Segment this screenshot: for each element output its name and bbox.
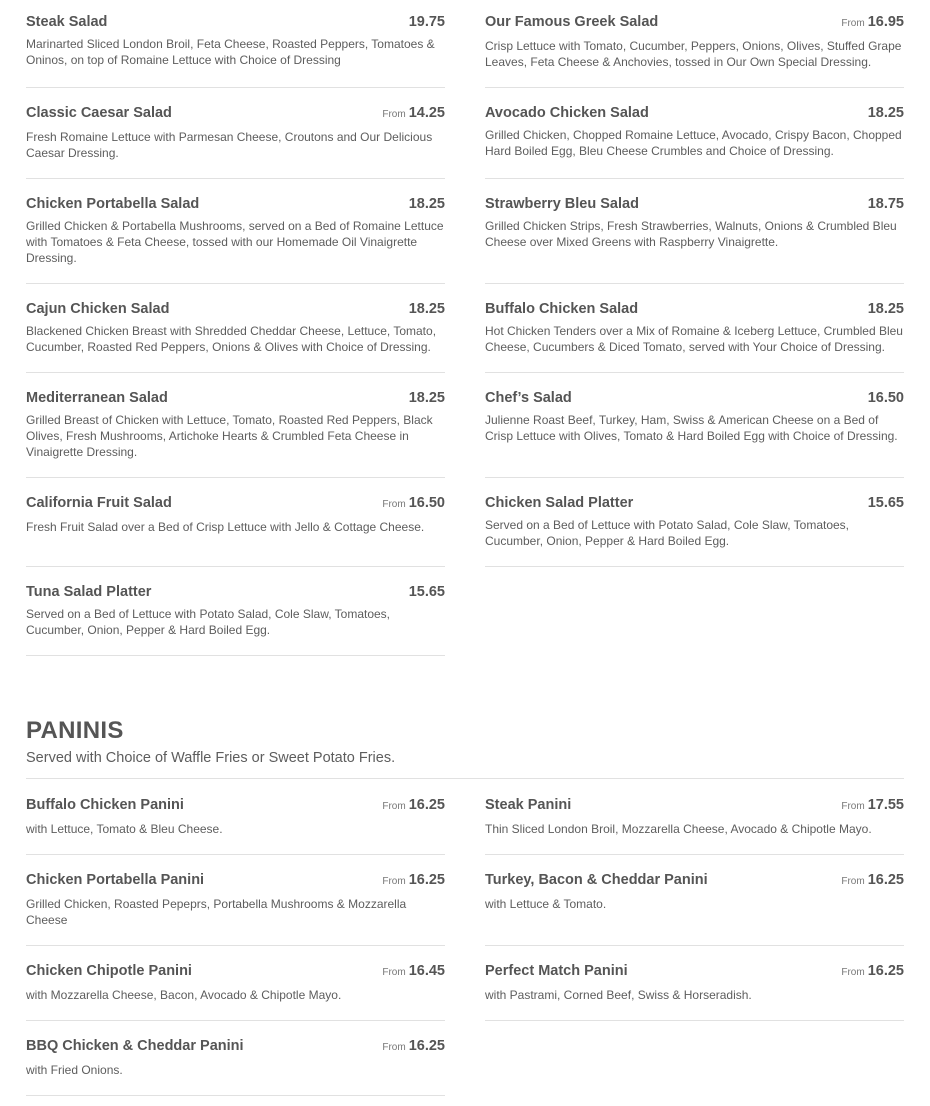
item-description: Grilled Chicken, Chopped Romaine Lettuce, Avocado, Crispy Bacon, Chopped Hard Boiled Egg, Bleu Cheese Crumbles and Choice of Dressing. <box>485 128 902 158</box>
from-label: From <box>382 967 406 978</box>
menu-item[interactable] <box>485 495 904 567</box>
menu-item[interactable] <box>26 584 445 656</box>
item-price: 16.50 <box>408 495 445 511</box>
menu-item[interactable] <box>485 963 904 1021</box>
item-price: 18.25 <box>867 105 904 121</box>
item-description: Served on a Bed of Lettuce with Potato Salad, Cole Slaw, Tomatoes, Cucumber, Onion, Pepper & Hard Boiled Egg. <box>26 607 391 637</box>
item-price: 16.25 <box>408 797 445 813</box>
menu-item[interactable] <box>485 797 904 855</box>
item-price: 16.45 <box>408 963 445 979</box>
menu-item[interactable] <box>485 196 904 284</box>
section-title: PANINIS <box>26 717 124 744</box>
item-name: Classic Caesar Salad <box>26 105 172 121</box>
menu-item[interactable] <box>485 301 904 373</box>
from-label: From <box>841 801 865 812</box>
item-name: Avocado Chicken Salad <box>485 105 649 121</box>
item-name: Chicken Salad Platter <box>485 495 634 511</box>
item-name: Perfect Match Panini <box>485 963 628 979</box>
item-description: Grilled Chicken Strips, Fresh Strawberries, Walnuts, Onions & Crumbled Bleu Cheese over Mixed Greens with Raspberry Vinaigrette. <box>485 219 897 249</box>
item-description: with Fried Onions. <box>26 1063 123 1077</box>
item-price: 18.25 <box>408 196 445 212</box>
from-label: From <box>382 1042 406 1053</box>
item-price: 16.50 <box>867 390 904 406</box>
from-label: From <box>841 876 865 887</box>
item-price: 16.95 <box>867 14 904 30</box>
item-description: Fresh Fruit Salad over a Bed of Crisp Lettuce with Jello & Cottage Cheese. <box>26 520 425 534</box>
menu-item[interactable] <box>26 963 445 1021</box>
menu-item[interactable] <box>485 872 904 946</box>
item-name: Chicken Portabella Salad <box>26 196 200 212</box>
item-description: Julienne Roast Beef, Turkey, Ham, Swiss & American Cheese on a Bed of Crisp Lettuce with Olives, Tomato & Hard Boiled Egg with Choice of Dressing. <box>485 413 898 443</box>
item-name: Our Famous Greek Salad <box>485 14 659 30</box>
item-price-wrap <box>382 872 445 890</box>
item-description: Grilled Chicken, Roasted Pepeprs, Portabella Mushrooms & Mozzarella Cheese <box>26 897 407 927</box>
menu-item[interactable] <box>26 872 445 946</box>
item-description: Fresh Romaine Lettuce with Parmesan Cheese, Croutons and Our Delicious Caesar Dressing. <box>26 130 433 160</box>
from-label: From <box>382 801 406 812</box>
menu-item[interactable] <box>26 196 445 284</box>
item-name: Chicken Chipotle Panini <box>26 963 192 979</box>
item-name: Chicken Portabella Panini <box>26 872 205 888</box>
item-price: 15.65 <box>408 584 445 600</box>
from-label: From <box>382 499 406 510</box>
item-name: Tuna Salad Platter <box>26 584 152 600</box>
item-price-wrap <box>382 963 445 981</box>
item-price-wrap <box>841 872 904 890</box>
item-price: 17.55 <box>867 797 904 813</box>
item-description: with Mozzarella Cheese, Bacon, Avocado & Chipotle Mayo. <box>26 988 342 1002</box>
item-name: California Fruit Salad <box>26 495 172 511</box>
menu-item[interactable] <box>26 105 445 179</box>
item-price: 16.25 <box>867 872 904 888</box>
menu-item[interactable] <box>26 14 445 88</box>
item-price: 16.25 <box>408 872 445 888</box>
item-description: with Lettuce, Tomato & Bleu Cheese. <box>26 822 223 836</box>
item-description: Crisp Lettuce with Tomato, Cucumber, Peppers, Onions, Olives, Stuffed Grape Leaves, Feta Cheese & Anchovies, tossed in Our Own Special Dressing. <box>485 39 902 69</box>
menu-item[interactable] <box>485 390 904 478</box>
item-description: Hot Chicken Tenders over a Mix of Romaine & Iceberg Lettuce, Crumbled Bleu Cheese, Cucumbers & Diced Tomato, served with Your Choice of Dressing. <box>485 324 903 354</box>
item-price-wrap <box>382 797 445 815</box>
menu-item[interactable] <box>26 301 445 373</box>
item-name: Turkey, Bacon & Cheddar Panini <box>485 872 708 888</box>
menu-item[interactable] <box>485 14 904 88</box>
item-description: Marinarted Sliced London Broil, Feta Cheese, Roasted Peppers, Tomatoes & Oninos, on top of Romaine Lettuce with Choice of Dressing <box>26 37 435 67</box>
item-name: Strawberry Bleu Salad <box>485 196 639 212</box>
item-price: 16.25 <box>867 963 904 979</box>
section-subtitle: Served with Choice of Waffle Fries or Sweet Potato Fries. <box>26 750 396 766</box>
item-name: Buffalo Chicken Panini <box>26 797 184 813</box>
item-price-wrap <box>841 797 904 815</box>
item-price-wrap <box>841 963 904 981</box>
item-description: Thin Sliced London Broil, Mozzarella Cheese, Avocado & Chipotle Mayo. <box>485 822 872 836</box>
item-price: 14.25 <box>408 105 445 121</box>
item-price-wrap <box>382 105 445 123</box>
item-name: BBQ Chicken & Cheddar Panini <box>26 1038 244 1054</box>
item-description: with Pastrami, Corned Beef, Swiss & Horseradish. <box>485 988 752 1002</box>
item-price: 18.25 <box>408 390 445 406</box>
from-label: From <box>382 876 406 887</box>
item-description: Blackened Chicken Breast with Shredded Cheddar Cheese, Lettuce, Tomato, Cucumber, Roasted Red Peppers, Onions & Olives with Choice of Dressing. <box>26 324 437 354</box>
section-divider <box>26 778 904 779</box>
item-name: Chef’s Salad <box>485 390 572 406</box>
from-label: From <box>841 18 865 29</box>
menu-item[interactable] <box>485 105 904 179</box>
item-price: 18.25 <box>867 301 904 317</box>
item-price-wrap <box>382 495 445 513</box>
menu-item[interactable] <box>26 390 445 478</box>
from-label: From <box>841 967 865 978</box>
item-name: Mediterranean Salad <box>26 390 168 406</box>
item-price: 19.75 <box>408 14 445 30</box>
item-name: Steak Salad <box>26 14 108 30</box>
menu-item[interactable] <box>26 797 445 855</box>
item-name: Cajun Chicken Salad <box>26 301 170 317</box>
item-description: Grilled Chicken & Portabella Mushrooms, served on a Bed of Romaine Lettuce with Tomatoes & Feta Cheese, tossed with our Homemade Oil Vinaigrette Dressing. <box>26 219 444 265</box>
item-price-wrap <box>841 14 904 32</box>
item-name: Steak Panini <box>485 797 572 813</box>
item-price: 16.25 <box>408 1038 445 1054</box>
item-price: 15.65 <box>867 495 904 511</box>
menu-item[interactable] <box>26 1038 445 1096</box>
item-description: with Lettuce & Tomato. <box>485 897 607 911</box>
item-price: 18.25 <box>408 301 445 317</box>
item-price-wrap <box>382 1038 445 1056</box>
item-name: Buffalo Chicken Salad <box>485 301 639 317</box>
from-label: From <box>382 109 406 120</box>
item-description: Served on a Bed of Lettuce with Potato Salad, Cole Slaw, Tomatoes, Cucumber, Onion, Pepper & Hard Boiled Egg. <box>485 518 850 548</box>
item-price: 18.75 <box>867 196 904 212</box>
item-description: Grilled Breast of Chicken with Lettuce, Tomato, Roasted Red Peppers, Black Olives, Fresh Mushrooms, Artichoke Hearts & Crumbled Feta Cheese in Vinaigrette Dressing. <box>26 413 433 459</box>
menu-item[interactable] <box>26 495 445 567</box>
